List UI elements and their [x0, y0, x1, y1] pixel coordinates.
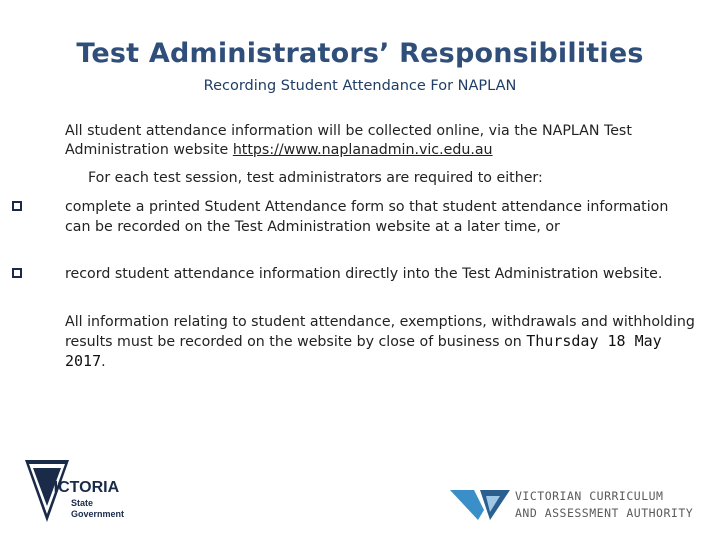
vcaa-line1: VICTORIAN CURRICULUM: [515, 489, 664, 503]
victoria-logo-name: VICTORIA: [43, 479, 120, 496]
deadline-end: .: [101, 354, 106, 370]
intro-paragraph-text: All student attendance information will be collected online, via the NAPLAN Test Administration website: [65, 123, 632, 158]
victoria-logo-line2: Government: [71, 509, 125, 519]
victoria-logo: [25, 460, 135, 522]
session-intro: For each test session, test administrators are required to either:: [88, 170, 543, 186]
checkbox-bullet-icon: [12, 268, 22, 278]
page-subtitle: Recording Student Attendance For NAPLAN: [203, 78, 517, 94]
vcaa-line2: AND ASSESSMENT AUTHORITY: [515, 506, 694, 520]
list-item-text: record student attendance information directly into the Test Administration website.: [65, 266, 663, 282]
list-item-text: complete a printed Student Attendance form so that student attendance information can be recorded on the Test Administration website at a later time, or: [65, 199, 669, 235]
deadline-date: Thursday 18 May 2017: [65, 332, 662, 370]
naplan-admin-link[interactable]: https://www.naplanadmin.vic.edu.au: [232, 142, 493, 158]
vcaa-mark-left: [450, 490, 484, 520]
deadline-paragraph: [65, 313, 695, 372]
deadline-text: All information relating to student attendance, exemptions, withdrawals and withholding results must be recorded on the website by close of business on: [65, 314, 695, 350]
intro-paragraph: [65, 122, 695, 160]
vcaa-mark-right: [480, 490, 510, 520]
vcaa-logo-text: [515, 488, 693, 522]
page-title: Test Administrators’ Responsibilities: [76, 38, 644, 69]
victoria-logo-line1: State: [71, 498, 94, 508]
checkbox-bullet-icon: [12, 201, 22, 211]
